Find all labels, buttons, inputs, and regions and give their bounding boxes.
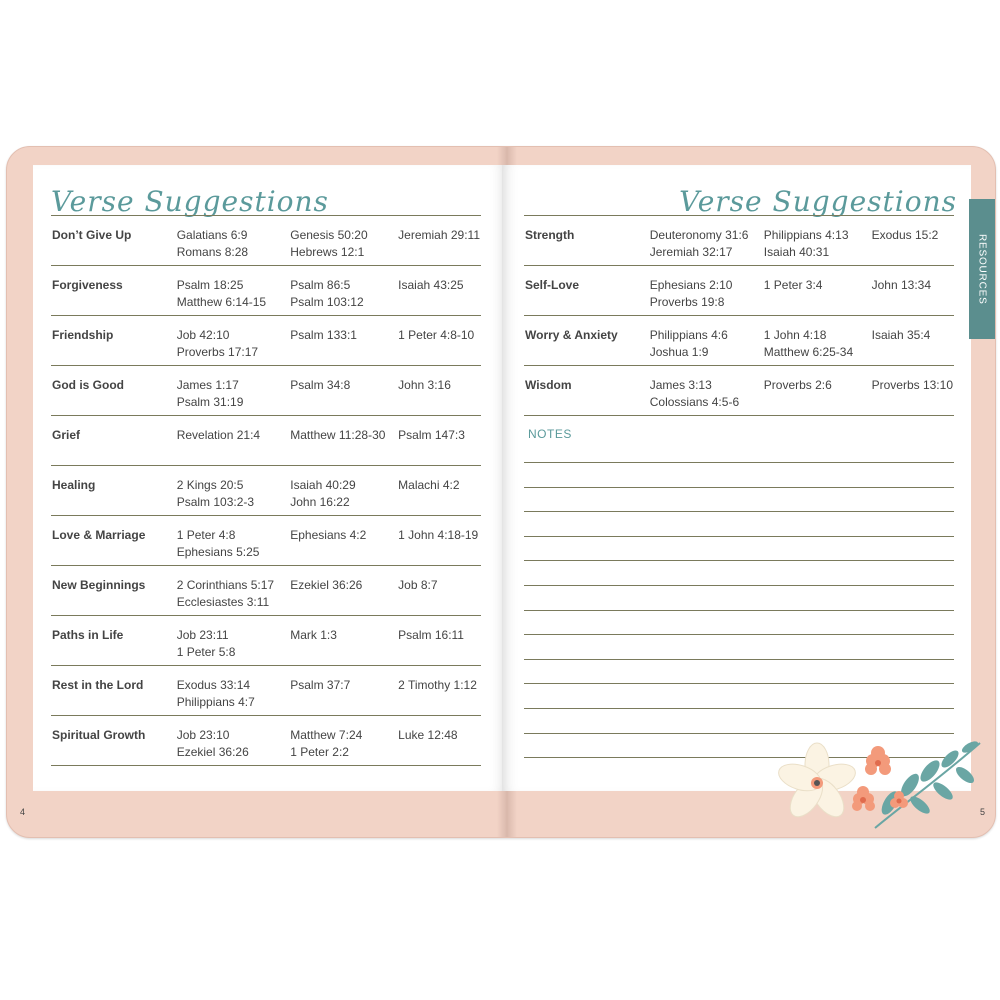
verse-reference: 1 Peter 3:4	[763, 278, 823, 292]
page-title-left: Verse Suggestions	[51, 185, 329, 218]
verse-reference: 1 John 4:18-19	[398, 528, 479, 542]
verse-cell	[289, 416, 397, 466]
verse-reference: Job 23:11	[176, 628, 229, 642]
verse-cell	[289, 666, 397, 716]
verse-reference: Ephesians 2:10	[649, 278, 733, 292]
verse-cell	[176, 266, 290, 316]
verse-reference: 1 Peter 2:2	[290, 744, 349, 759]
verse-cell	[397, 466, 481, 516]
verse-cell	[289, 616, 397, 666]
verse-reference: Exodus 15:2	[871, 228, 939, 242]
topic-label: Friendship	[52, 328, 114, 342]
verse-cell	[871, 366, 954, 416]
verse-reference: Proverbs 2:6	[763, 378, 832, 392]
verse-reference: John 16:22	[290, 494, 350, 509]
verse-cell	[176, 666, 290, 716]
topic-label: Forgiveness	[52, 278, 123, 292]
verse-cell	[649, 216, 763, 266]
verse-reference: Psalm 34:8	[290, 378, 351, 392]
verse-cell	[289, 266, 397, 316]
verse-reference: Job 23:10	[176, 728, 230, 742]
page-number-right: 5	[979, 807, 985, 817]
note-line[interactable]	[524, 536, 954, 537]
verse-cell	[176, 416, 290, 466]
topic-label: Paths in Life	[52, 628, 124, 642]
verse-reference: Isaiah 35:4	[871, 328, 931, 342]
verse-reference: Psalm 133:1	[290, 328, 357, 342]
topic-label: Don’t Give Up	[52, 228, 132, 242]
verse-cell	[763, 366, 871, 416]
verse-cell	[397, 266, 481, 316]
note-line[interactable]	[524, 683, 954, 684]
verse-reference: Jeremiah 29:11	[398, 228, 480, 242]
verse-row	[51, 216, 481, 266]
verse-reference: Psalm 147:3	[398, 428, 465, 442]
note-line[interactable]	[524, 585, 954, 586]
note-line[interactable]	[524, 634, 954, 635]
note-line[interactable]	[524, 487, 954, 488]
verse-row	[524, 216, 954, 266]
verse-cell	[649, 316, 763, 366]
verse-reference: Genesis 50:20	[290, 228, 368, 242]
verse-cell	[397, 516, 481, 566]
verse-cell	[176, 366, 290, 416]
verse-reference: Psalm 103:12	[290, 294, 364, 309]
verse-reference: Ezekiel 36:26	[290, 578, 363, 592]
verse-cell	[289, 216, 397, 266]
verse-cell	[289, 366, 397, 416]
verse-reference: Revelation 21:4	[176, 428, 261, 442]
verse-cell	[397, 366, 481, 416]
verse-table-right	[524, 215, 954, 416]
verse-reference: 1 Peter 4:8-10	[398, 328, 475, 342]
verse-reference: James 1:17	[176, 378, 239, 392]
topic-label: Love & Marriage	[52, 528, 146, 542]
verse-reference: Job 8:7	[398, 578, 438, 592]
verse-reference: Proverbs 13:10	[871, 378, 953, 392]
verse-reference: Joshua 1:9	[649, 344, 709, 359]
verse-reference: 1 Peter 5:8	[176, 644, 236, 659]
verse-cell	[871, 316, 954, 366]
verse-cell	[397, 616, 481, 666]
verse-reference: Matthew 6:14-15	[176, 294, 267, 309]
verse-reference: 2 Kings 20:5	[176, 478, 244, 492]
flower-cluster-icon	[765, 733, 990, 833]
verse-reference: Galatians 6:9	[176, 228, 248, 242]
verse-cell	[871, 266, 954, 316]
verse-row	[524, 366, 954, 416]
verse-reference: John 13:34	[871, 278, 931, 292]
verse-reference: John 3:16	[398, 378, 451, 392]
verse-cell	[289, 566, 397, 616]
verse-cell	[397, 316, 481, 366]
verse-cell	[397, 216, 481, 266]
verse-reference: Mark 1:3	[290, 628, 337, 642]
verse-reference: Psalm 86:5	[290, 278, 351, 292]
verse-reference: 2 Corinthians 5:17	[176, 578, 275, 592]
verse-row	[51, 616, 481, 666]
verse-row	[51, 716, 481, 766]
verse-cell	[176, 616, 290, 666]
note-line[interactable]	[524, 511, 954, 512]
verse-row	[524, 316, 954, 366]
verse-reference: Philippians 4:13	[763, 228, 849, 242]
right-page	[502, 165, 971, 791]
verse-reference: Hebrews 12:1	[290, 244, 365, 259]
verse-row	[51, 266, 481, 316]
topic-label: New Beginnings	[52, 578, 146, 592]
verse-row	[51, 416, 481, 466]
verse-reference: Psalm 16:11	[398, 628, 464, 642]
topic-label: Healing	[52, 478, 96, 492]
verse-reference: Psalm 31:19	[176, 394, 244, 409]
topic-label: Worry & Anxiety	[525, 328, 618, 342]
verse-reference: 1 John 4:18	[763, 328, 827, 342]
verse-cell	[289, 316, 397, 366]
topic-label: Strength	[525, 228, 575, 242]
verse-cell	[397, 416, 481, 466]
verse-cell	[763, 316, 871, 366]
page-number-left: 4	[20, 807, 26, 817]
verse-cell	[649, 266, 763, 316]
verse-reference: Isaiah 40:31	[763, 244, 830, 259]
notes-heading: NOTES	[528, 427, 572, 441]
verse-reference: Luke 12:48	[398, 728, 458, 742]
verse-table-left	[51, 215, 481, 766]
verse-reference: Psalm 18:25	[176, 278, 244, 292]
verse-row	[51, 666, 481, 716]
verse-reference: Exodus 33:14	[176, 678, 251, 692]
verse-reference: Isaiah 43:25	[398, 278, 464, 292]
verse-reference: Job 42:10	[176, 328, 230, 342]
verse-reference: Proverbs 17:17	[176, 344, 259, 359]
note-line[interactable]	[524, 610, 954, 611]
verse-reference: Isaiah 40:29	[290, 478, 356, 492]
verse-cell	[871, 216, 954, 266]
verse-reference: 1 Peter 4:8	[176, 528, 236, 542]
verse-cell	[763, 216, 871, 266]
verse-cell	[649, 366, 763, 416]
verse-reference: Philippians 4:6	[649, 328, 728, 342]
verse-reference: James 3:13	[649, 378, 712, 392]
topic-label: Self-Love	[525, 278, 580, 292]
verse-cell	[763, 266, 871, 316]
verse-row	[51, 566, 481, 616]
verse-reference: Psalm 37:7	[290, 678, 351, 692]
topic-label: Rest in the Lord	[52, 678, 144, 692]
note-line[interactable]	[524, 462, 954, 463]
topic-label: Wisdom	[525, 378, 572, 392]
verse-reference: Colossians 4:5-6	[649, 394, 740, 409]
verse-cell	[176, 516, 290, 566]
verse-cell	[176, 316, 290, 366]
left-page	[33, 165, 506, 791]
verse-reference: Philippians 4:7	[176, 694, 255, 709]
verse-reference: Ephesians 5:25	[176, 544, 260, 559]
note-line[interactable]	[524, 708, 954, 709]
verse-cell	[176, 716, 290, 766]
verse-cell	[289, 716, 397, 766]
verse-row	[524, 266, 954, 316]
verse-row	[51, 366, 481, 416]
topic-label: God is Good	[52, 378, 124, 392]
topic-label: Spiritual Growth	[52, 728, 146, 742]
verse-cell	[176, 566, 290, 616]
verse-reference: Deuteronomy 31:6	[649, 228, 749, 242]
verse-reference: Matthew 11:28-30	[290, 428, 386, 442]
verse-reference: Jeremiah 32:17	[649, 244, 733, 259]
verse-row	[51, 516, 481, 566]
note-line[interactable]	[524, 560, 954, 561]
verse-cell	[289, 466, 397, 516]
verse-cell	[397, 566, 481, 616]
verse-reference: Matthew 7:24	[290, 728, 363, 742]
verse-reference: Romans 8:28	[176, 244, 249, 259]
resources-tab-label: RESOURCES	[976, 233, 988, 305]
verse-row	[51, 316, 481, 366]
verse-reference: 2 Timothy 1:12	[398, 678, 477, 692]
verse-cell	[176, 216, 290, 266]
page-title-right: Verse Suggestions	[679, 185, 957, 218]
resources-tab[interactable]	[969, 199, 995, 339]
verse-reference: Ezekiel 36:26	[176, 744, 249, 759]
verse-reference: Proverbs 19:8	[649, 294, 725, 309]
verse-reference: Malachi 4:2	[398, 478, 460, 492]
topic-label: Grief	[52, 428, 81, 442]
verse-reference: Ecclesiastes 3:11	[176, 594, 270, 609]
verse-cell	[176, 466, 290, 516]
verse-reference: Psalm 103:2-3	[176, 494, 255, 509]
verse-cell	[397, 666, 481, 716]
verse-reference: Ephesians 4:2	[290, 528, 367, 542]
verse-row	[51, 466, 481, 516]
note-line[interactable]	[524, 659, 954, 660]
verse-reference: Matthew 6:25-34	[763, 344, 854, 359]
verse-cell	[397, 716, 481, 766]
verse-cell	[289, 516, 397, 566]
